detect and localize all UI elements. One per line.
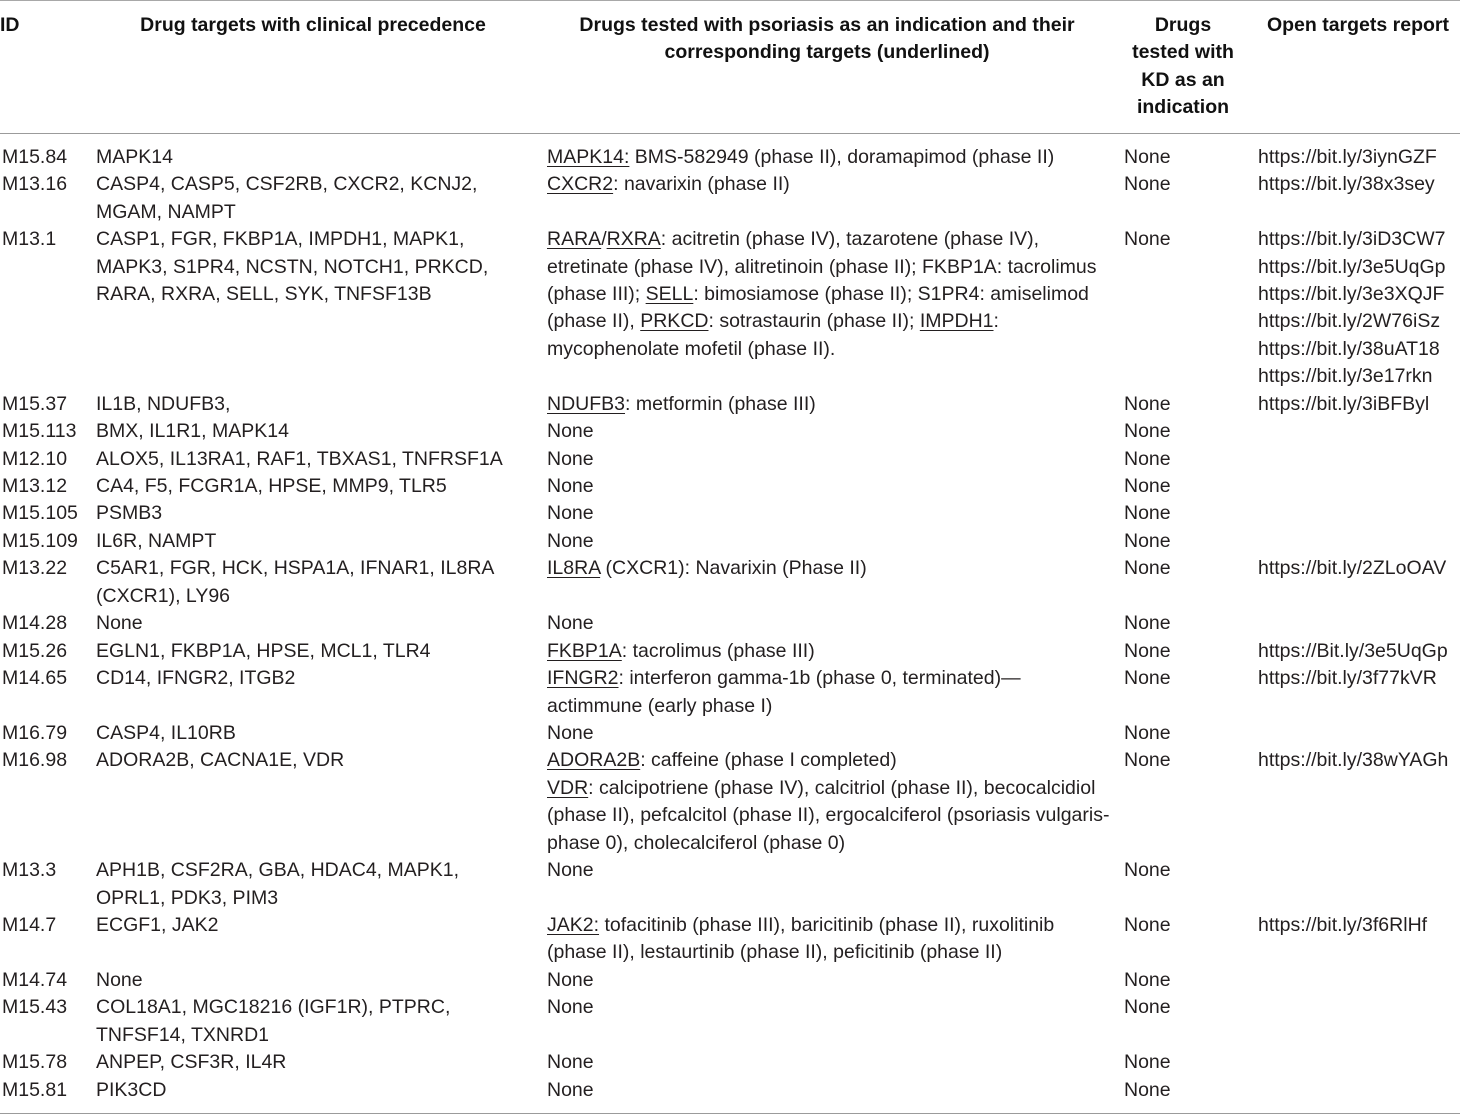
underlined-target: ADORA2B [547, 749, 641, 772]
cell-psoriasis-drugs [547, 967, 1124, 994]
header-line: Drugs [1154, 14, 1212, 36]
row-id: M15.113 [2, 420, 77, 443]
target-list-line: OPRL1, PDK3, PIM3 [96, 886, 279, 909]
cell-open-targets-report [1258, 555, 1460, 610]
cell-open-targets-report [1258, 171, 1460, 226]
row-id: M14.74 [2, 968, 68, 991]
cell-psoriasis-drugs [547, 1077, 1124, 1104]
drug-text: tofacitinib (phase III), baricitinib (phase II), ruxolitinib [599, 914, 1055, 936]
report-link[interactable]: https://bit.ly/2W76iSz [1258, 310, 1441, 333]
drug-text: (CXCR1): Navarixin (Phase II) [600, 557, 867, 580]
cell-kd-drugs [1124, 720, 1258, 747]
table-row [0, 994, 1460, 1049]
cell-id [0, 994, 96, 1049]
drug-line [547, 226, 1124, 253]
target-list-line: ECGF1, JAK2 [96, 914, 219, 936]
cell-drug-targets [96, 665, 547, 720]
kd-drugs-value: None [1124, 475, 1171, 497]
drug-line: None [547, 968, 594, 991]
table-row [0, 638, 1460, 665]
kd-drugs-value: None [1124, 420, 1171, 443]
cell-kd-drugs [1124, 500, 1258, 527]
cell-open-targets-report [1258, 610, 1460, 637]
kd-drugs-value: None [1124, 392, 1171, 415]
header-psoriasis-drugs [547, 12, 1124, 122]
cell-open-targets-report [1258, 747, 1460, 857]
header-line: corresponding targets (underlined) [664, 41, 990, 64]
cell-open-targets-report [1258, 446, 1460, 473]
cell-id [0, 610, 96, 637]
cell-id [0, 473, 96, 500]
cell-id [0, 528, 96, 555]
row-id: M15.84 [2, 145, 68, 168]
row-id: M15.37 [2, 392, 68, 415]
table-row [0, 418, 1460, 445]
header-line: ID [0, 14, 20, 36]
underlined-target: IL8RA [547, 557, 601, 580]
cell-psoriasis-drugs [547, 418, 1124, 445]
cell-drug-targets [96, 418, 547, 445]
cell-open-targets-report [1258, 418, 1460, 445]
header-line: indication [1136, 96, 1230, 119]
cell-open-targets-report [1258, 967, 1460, 994]
kd-drugs-value: None [1124, 529, 1171, 552]
kd-drugs-value: None [1124, 1051, 1171, 1074]
kd-drugs-value: None [1124, 639, 1171, 662]
row-id: M13.1 [2, 228, 57, 251]
drug-line: None [547, 612, 594, 635]
table-row [0, 391, 1460, 418]
cell-drug-targets [96, 747, 547, 857]
underlined-target: FKBP1A [547, 639, 622, 662]
drug-text: : navarixin (phase II) [613, 173, 790, 196]
target-list-line: CA4, F5, FCGR1A, HPSE, MMP9, TLR5 [96, 475, 447, 497]
header-line: Drug targets with clinical precedence [140, 14, 486, 36]
drug-text: : acitretin (phase IV), tazarotene (phase IV), [660, 228, 1040, 251]
cell-psoriasis-drugs [547, 747, 1124, 857]
cell-id [0, 446, 96, 473]
drug-line: None [547, 1051, 594, 1074]
row-id: M15.43 [2, 996, 68, 1019]
row-id: M15.109 [2, 529, 78, 552]
cell-id [0, 500, 96, 527]
target-list-line: ANPEP, CSF3R, IL4R [96, 1051, 287, 1074]
cell-psoriasis-drugs [547, 610, 1124, 637]
cell-drug-targets [96, 555, 547, 610]
header-line: KD as an [1141, 68, 1225, 91]
kd-drugs-value: None [1124, 502, 1171, 525]
underlined-target: IFNGR2 [547, 667, 619, 690]
table-row [0, 500, 1460, 527]
table-row [0, 555, 1460, 610]
table-header-row [0, 0, 1460, 134]
cell-kd-drugs [1124, 528, 1258, 555]
target-list-line: ALOX5, IL13RA1, RAF1, TBXAS1, TNFRSF1A [96, 447, 503, 470]
target-list-line: TNFSF14, TXNRD1 [96, 1023, 270, 1046]
cell-id [0, 967, 96, 994]
target-list-line: PSMB3 [96, 502, 163, 525]
cell-drug-targets [96, 857, 547, 912]
kd-drugs-value: None [1124, 557, 1171, 580]
report-link[interactable]: https://bit.ly/3iD3CW7 [1258, 228, 1446, 251]
cell-psoriasis-drugs [547, 226, 1124, 391]
report-link[interactable]: https://bit.ly/3e17rkn [1258, 365, 1433, 388]
kd-drugs-value: None [1124, 1078, 1171, 1101]
cell-id [0, 555, 96, 610]
cell-psoriasis-drugs [547, 994, 1124, 1049]
target-list-line: CASP4, CASP5, CSF2RB, CXCR2, KCNJ2, [96, 173, 478, 196]
drug-line: None [547, 1078, 594, 1101]
table-row [0, 857, 1460, 912]
table-row [0, 665, 1460, 720]
cell-kd-drugs [1124, 610, 1258, 637]
cell-kd-drugs [1124, 1077, 1258, 1104]
drug-line [547, 665, 1124, 692]
kd-drugs-value: None [1124, 996, 1171, 1019]
cell-drug-targets [96, 994, 547, 1049]
cell-id [0, 171, 96, 226]
report-link[interactable]: https://Bit.ly/3e5UqGp [1258, 639, 1448, 662]
row-id: M13.12 [2, 475, 68, 497]
underlined-target: MAPK14: [547, 145, 630, 168]
cell-id [0, 720, 96, 747]
cell-psoriasis-drugs [547, 1049, 1124, 1076]
cell-open-targets-report [1258, 1077, 1460, 1104]
cell-drug-targets [96, 720, 547, 747]
cell-drug-targets [96, 638, 547, 665]
kd-drugs-value: None [1124, 667, 1171, 690]
drug-text: : [993, 310, 999, 333]
table-row [0, 144, 1460, 171]
header-id [0, 12, 96, 122]
cell-kd-drugs [1124, 747, 1258, 857]
drug-text: (phase II), [547, 310, 641, 333]
cell-psoriasis-drugs [547, 912, 1124, 967]
row-id: M16.79 [2, 721, 68, 744]
cell-open-targets-report [1258, 1049, 1460, 1076]
cell-psoriasis-drugs [547, 144, 1124, 171]
target-list-line: APH1B, CSF2RA, GBA, HDAC4, MAPK1, [96, 859, 460, 882]
cell-psoriasis-drugs [547, 473, 1124, 500]
cell-id [0, 638, 96, 665]
underlined-target: SELL [645, 282, 694, 305]
report-link[interactable]: https://bit.ly/3e5UqGp [1258, 255, 1446, 278]
report-link[interactable]: https://bit.ly/38x3sey [1258, 173, 1435, 196]
cell-kd-drugs [1124, 418, 1258, 445]
cell-id [0, 1077, 96, 1104]
kd-drugs-value: None [1124, 612, 1171, 635]
cell-drug-targets [96, 500, 547, 527]
report-link[interactable]: https://bit.ly/3f77kVR [1258, 667, 1437, 690]
drug-text: (phase III); [547, 282, 646, 305]
drug-line [547, 144, 1124, 171]
table-row [0, 610, 1460, 637]
drug-line [547, 171, 1124, 198]
drug-line: None [547, 859, 594, 882]
target-list-line: RARA, RXRA, SELL, SYK, TNFSF13B [96, 282, 432, 305]
cell-psoriasis-drugs [547, 555, 1124, 610]
cell-open-targets-report [1258, 857, 1460, 912]
target-list-line: MGAM, NAMPT [96, 200, 236, 223]
cell-open-targets-report [1258, 391, 1460, 418]
cell-kd-drugs [1124, 446, 1258, 473]
cell-psoriasis-drugs [547, 638, 1124, 665]
target-list-line: COL18A1, MGC18216 (IGF1R), PTPRC, [96, 996, 451, 1019]
drug-text: : sotrastaurin (phase II); [708, 310, 920, 333]
kd-drugs-value: None [1124, 968, 1171, 991]
drug-text: / [601, 228, 607, 251]
drug-line: (phase II), pefcalcitol (phase II), ergocalciferol (psoriasis vulgaris- [547, 804, 1110, 827]
drug-line: mycophenolate mofetil (phase II). [547, 337, 836, 360]
cell-open-targets-report [1258, 226, 1460, 391]
cell-drug-targets [96, 912, 547, 967]
target-list-line: CASP1, FGR, FKBP1A, IMPDH1, MAPK1, [96, 228, 465, 251]
cell-id [0, 144, 96, 171]
drug-text: : calcipotriene (phase IV), calcitriol (phase II), becocalcidiol [588, 776, 1096, 799]
drug-text: : metformin (phase III) [625, 392, 816, 415]
target-list-line: ADORA2B, CACNA1E, VDR [96, 749, 345, 772]
target-list-line: MAPK3, S1PR4, NCSTN, NOTCH1, PRKCD, [96, 255, 489, 278]
cell-drug-targets [96, 967, 547, 994]
target-list-line: IL1B, NDUFB3, [96, 392, 231, 415]
report-link[interactable]: https://bit.ly/38uAT18 [1258, 337, 1440, 360]
kd-drugs-value: None [1124, 914, 1171, 936]
report-link[interactable]: https://bit.ly/38wYAGh [1258, 749, 1449, 772]
target-list-line: BMX, IL1R1, MAPK14 [96, 420, 289, 443]
drug-line: None [547, 502, 594, 525]
table-row [0, 912, 1460, 967]
drug-line [547, 308, 1124, 335]
kd-drugs-value: None [1124, 859, 1171, 882]
drug-text: BMS-582949 (phase II), doramapimod (phase II) [629, 145, 1055, 168]
row-id: M13.3 [2, 859, 57, 882]
table-row [0, 1049, 1460, 1076]
drug-text: : interferon gamma-1b (phase 0, terminated)— [618, 667, 1021, 690]
header-drug-targets [96, 12, 547, 122]
cell-id [0, 912, 96, 967]
drug-line [547, 555, 1124, 582]
target-list-line: CASP4, IL10RB [96, 721, 236, 744]
report-link[interactable]: https://bit.ly/3iynGZF [1258, 145, 1437, 168]
cell-kd-drugs [1124, 665, 1258, 720]
underlined-target: RARA [547, 228, 602, 251]
target-list-line: C5AR1, FGR, HCK, HSPA1A, IFNAR1, IL8RA [96, 557, 495, 580]
drug-line: None [547, 529, 594, 552]
cell-open-targets-report [1258, 144, 1460, 171]
drug-text: : tacrolimus (phase III) [621, 639, 815, 662]
cell-drug-targets [96, 226, 547, 391]
cell-id [0, 418, 96, 445]
drug-line [547, 391, 1124, 418]
cell-kd-drugs [1124, 857, 1258, 912]
cell-open-targets-report [1258, 528, 1460, 555]
cell-open-targets-report [1258, 994, 1460, 1049]
cell-kd-drugs [1124, 994, 1258, 1049]
cell-drug-targets [96, 144, 547, 171]
cell-drug-targets [96, 171, 547, 226]
row-id: M14.65 [2, 667, 68, 690]
drug-line [547, 775, 1124, 802]
cell-kd-drugs [1124, 473, 1258, 500]
row-id: M15.26 [2, 639, 68, 662]
cell-drug-targets [96, 473, 547, 500]
cell-kd-drugs [1124, 967, 1258, 994]
underlined-target: CXCR2 [547, 173, 614, 196]
header-kd-drugs [1124, 12, 1258, 122]
kd-drugs-value: None [1124, 228, 1171, 251]
underlined-target: NDUFB3 [547, 392, 626, 415]
cell-kd-drugs [1124, 226, 1258, 391]
drug-line: (phase II), lestaurtinib (phase II), peficitinib (phase II) [547, 941, 1003, 964]
table-row [0, 528, 1460, 555]
cell-drug-targets [96, 1077, 547, 1104]
drug-line [547, 747, 1124, 774]
table-row [0, 967, 1460, 994]
table-row [0, 446, 1460, 473]
table-row [0, 747, 1460, 857]
drug-line: None [547, 447, 594, 470]
cell-drug-targets [96, 446, 547, 473]
row-id: M15.105 [2, 502, 78, 525]
cell-id [0, 226, 96, 391]
drug-line: None [547, 420, 594, 443]
drug-text: : bimosiamose (phase II); S1PR4: amiselimod [693, 282, 1089, 305]
cell-kd-drugs [1124, 144, 1258, 171]
cell-psoriasis-drugs [547, 446, 1124, 473]
row-id: M12.10 [2, 447, 68, 470]
row-id: M15.78 [2, 1051, 68, 1074]
drug-line [547, 281, 1124, 308]
row-id: M13.16 [2, 173, 68, 196]
cell-kd-drugs [1124, 1049, 1258, 1076]
target-list-line: MAPK14 [96, 145, 173, 168]
cell-psoriasis-drugs [547, 665, 1124, 720]
cell-psoriasis-drugs [547, 171, 1124, 226]
underlined-target: IMPDH1 [919, 310, 994, 333]
target-list-line: PIK3CD [96, 1078, 167, 1101]
drug-line [547, 912, 1124, 939]
cell-id [0, 1049, 96, 1076]
cell-open-targets-report [1258, 638, 1460, 665]
cell-open-targets-report [1258, 912, 1460, 967]
report-link[interactable]: https://bit.ly/3f6RlHf [1258, 914, 1428, 936]
table-row [0, 1077, 1460, 1104]
cell-drug-targets [96, 610, 547, 637]
cell-id [0, 665, 96, 720]
cell-id [0, 747, 96, 857]
kd-drugs-value: None [1124, 721, 1171, 744]
report-link[interactable]: https://bit.ly/3e3XQJF [1258, 282, 1445, 305]
cell-psoriasis-drugs [547, 720, 1124, 747]
target-list-line: None [96, 968, 143, 991]
underlined-target: RXRA [606, 228, 661, 251]
underlined-target: JAK2: [547, 914, 600, 936]
header-line: Drugs tested with psoriasis as an indication and their [579, 14, 1075, 36]
header-line: Open targets report [1266, 14, 1450, 36]
underlined-target: VDR [547, 776, 589, 799]
row-id: M16.98 [2, 749, 68, 772]
drug-text: : caffeine (phase I completed) [640, 749, 897, 772]
cell-open-targets-report [1258, 720, 1460, 747]
drug-line: phase 0), cholecalciferol (phase 0) [547, 831, 846, 854]
drug-line [547, 638, 1124, 665]
cell-open-targets-report [1258, 500, 1460, 527]
drug-line: actimmune (early phase I) [547, 694, 773, 717]
target-list-line: None [96, 612, 143, 635]
target-list-line: CD14, IFNGR2, ITGB2 [96, 667, 296, 690]
cell-kd-drugs [1124, 391, 1258, 418]
drug-line: None [547, 475, 594, 497]
underlined-target: PRKCD [640, 310, 709, 333]
cell-drug-targets [96, 391, 547, 418]
cell-open-targets-report [1258, 473, 1460, 500]
kd-drugs-value: None [1124, 145, 1171, 168]
cell-psoriasis-drugs [547, 500, 1124, 527]
drug-line: etretinate (phase IV), alitretinoin (phase II); FKBP1A: tacrolimus [547, 255, 1097, 278]
row-id: M14.28 [2, 612, 68, 635]
kd-drugs-value: None [1124, 447, 1171, 470]
report-link[interactable]: https://bit.ly/3iBFByl [1258, 392, 1430, 415]
cell-kd-drugs [1124, 638, 1258, 665]
table-row [0, 171, 1460, 226]
target-list-line: IL6R, NAMPT [96, 529, 217, 552]
header-open-targets-report [1258, 12, 1460, 122]
row-id: M13.22 [2, 557, 68, 580]
cell-kd-drugs [1124, 912, 1258, 967]
cell-open-targets-report [1258, 665, 1460, 720]
header-line: tested with [1132, 41, 1234, 64]
row-id: M15.81 [2, 1078, 68, 1101]
cell-kd-drugs [1124, 555, 1258, 610]
report-link[interactable]: https://bit.ly/2ZLoOAV [1258, 557, 1447, 580]
target-list-line: EGLN1, FKBP1A, HPSE, MCL1, TLR4 [96, 639, 431, 662]
target-list-line: (CXCR1), LY96 [96, 584, 231, 607]
row-id: M14.7 [2, 914, 57, 936]
kd-drugs-value: None [1124, 173, 1171, 196]
cell-drug-targets [96, 528, 547, 555]
cell-psoriasis-drugs [547, 857, 1124, 912]
table-row [0, 226, 1460, 391]
drug-line: None [547, 721, 594, 744]
cell-id [0, 391, 96, 418]
cell-id [0, 857, 96, 912]
cell-psoriasis-drugs [547, 528, 1124, 555]
cell-psoriasis-drugs [547, 391, 1124, 418]
drug-line: None [547, 996, 594, 1019]
table-body [0, 134, 1460, 1114]
table-row [0, 473, 1460, 500]
cell-kd-drugs [1124, 171, 1258, 226]
kd-drugs-value: None [1124, 749, 1171, 772]
table-row [0, 720, 1460, 747]
cell-drug-targets [96, 1049, 547, 1076]
